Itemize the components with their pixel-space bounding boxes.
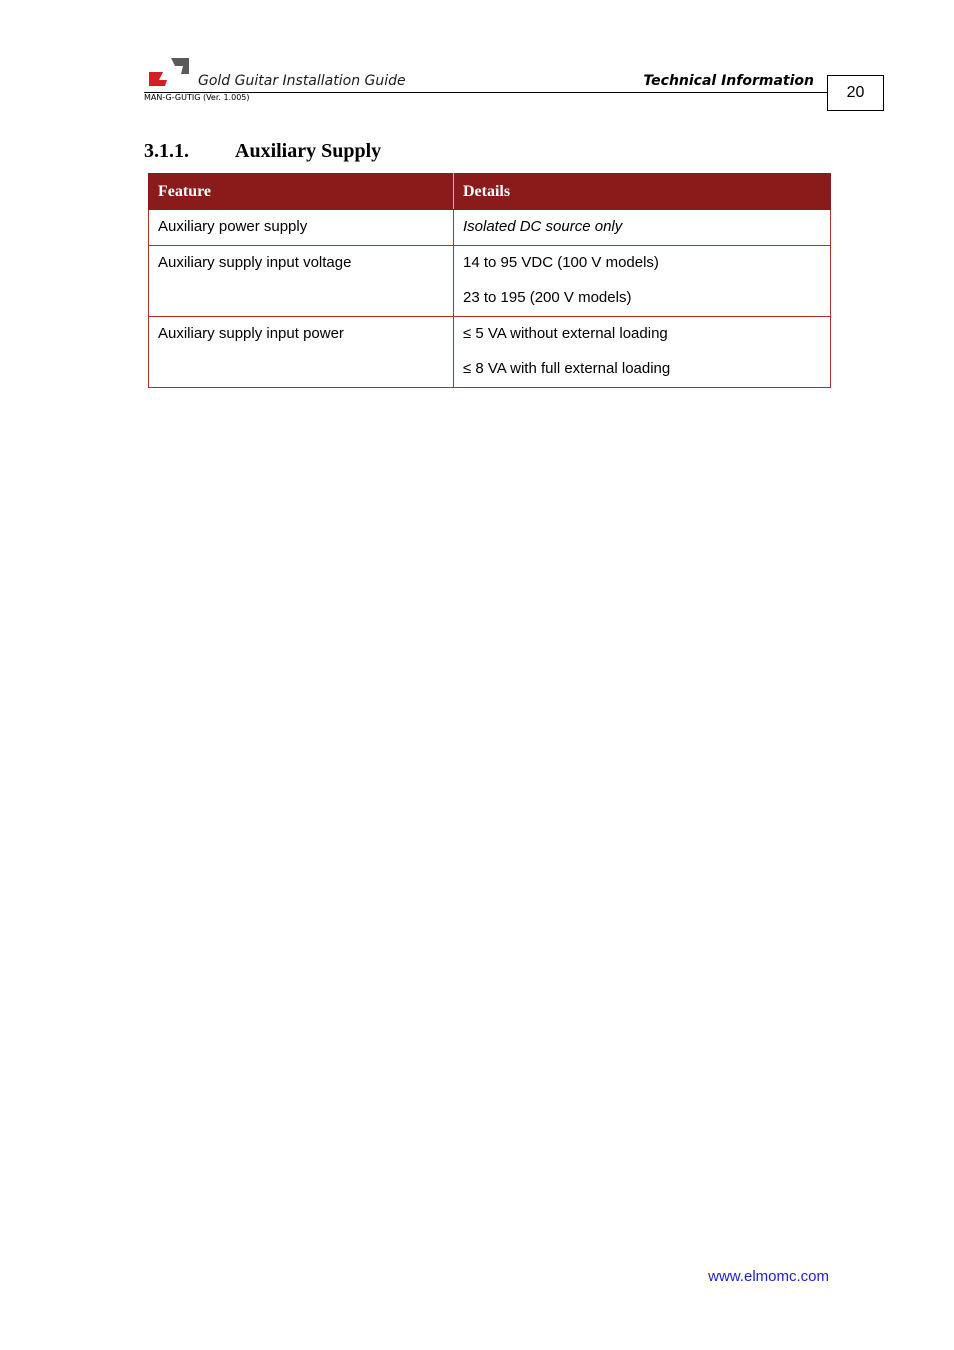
column-header-feature: Feature	[149, 174, 454, 210]
details-line: ≤ 5 VA without external loading	[463, 325, 668, 342]
table-row	[149, 210, 831, 246]
table-row	[149, 317, 831, 388]
details-cell	[454, 210, 831, 246]
page-number: 20	[827, 75, 884, 111]
section-title: Auxiliary Supply	[235, 140, 382, 162]
document-title: Gold Guitar Installation Guide	[198, 73, 406, 89]
section-number: 3.1.1.	[144, 140, 189, 162]
details-cell	[454, 246, 831, 317]
elmo-logo-icon	[149, 58, 189, 86]
feature-cell: Auxiliary supply input voltage	[149, 246, 454, 317]
details-line: 23 to 195 (200 V models)	[463, 289, 632, 306]
feature-cell: Auxiliary power supply	[149, 210, 454, 246]
column-header-details: Details	[454, 174, 831, 210]
details-line: Isolated DC source only	[463, 218, 623, 235]
table-header-row	[149, 174, 831, 210]
running-section-name: Technical Information	[643, 73, 814, 89]
details-line: ≤ 8 VA with full external loading	[463, 360, 671, 377]
auxiliary-supply-table	[148, 173, 831, 388]
feature-cell: Auxiliary supply input power	[149, 317, 454, 388]
document-code: MAN-G-GUTIG (Ver. 1.005)	[144, 93, 250, 102]
details-cell	[454, 317, 831, 388]
table-row	[149, 246, 831, 317]
details-line: 14 to 95 VDC (100 V models)	[463, 254, 659, 271]
website-link[interactable]: www.elmomc.com	[708, 1268, 829, 1285]
section-heading	[144, 140, 381, 163]
